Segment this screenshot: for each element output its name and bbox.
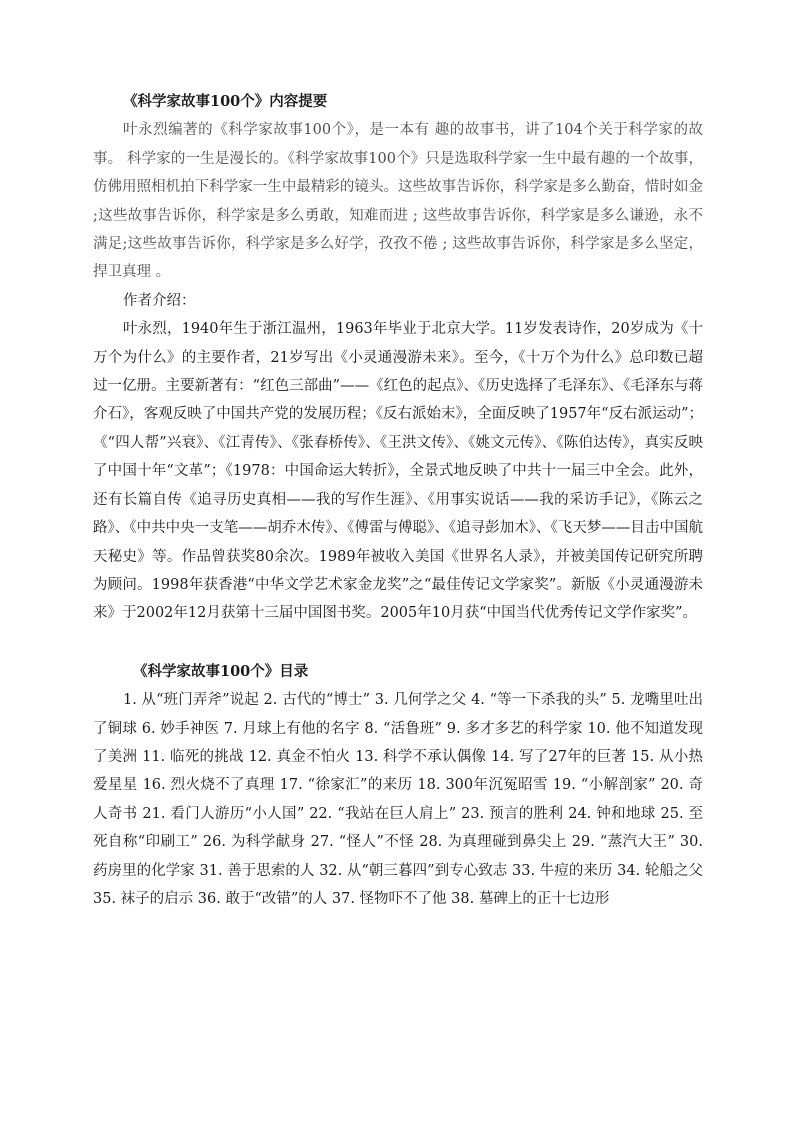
document-page <box>93 88 703 913</box>
author-paragraph: 叶永烈，1940年生于浙江温州，1963年毕业于北京大学。11岁发表诗作，20岁成为《十万个为什么》的主要作者，21岁写出《小灵通漫游未来》。至今，《十万个为什么》总印数已超过一亿册。主要新著有：“红色三部曲”——《红色的起点》、《历史选择了毛泽东》、《毛泽东与蒋介石》，客观反映了中国共产党的发展历程；《反右派始末》，全面反映了1957年“反右派运动”；《“四人帮”兴衰》、《江青传》、《张春桥传》、《王洪文传》、《姚文元传》、《陈伯达传》，真实反映了中国十年“文革”；《1978：中国命运大转折》，全景式地反映了中共十一届三中全会。此外，还有长篇自传《追寻历史真相——我的写作生涯》、《用事实说话——我的采访手记》，《陈云之路》、《中共中央一支笔——胡乔木传》、《傅雷与傅聪》、《追寻彭加木》、《飞天梦——目击中国航天秘史》等。作品曾获奖80余次。1989年被收入美国《世界名人录》，并被美国传记研究所聘为顾问。1998年获香港“中华文学艺术家金龙奖”之“最佳传记文学家奖”。新版《小灵通漫游未来》于2002年12月获第十三届中国图书奖。2005年10月获“中国当代优秀传记文学作家奖”。 <box>93 321 703 622</box>
summary-paragraph: 叶永烈编著的《科学家故事100个》，是一本有 趣的故事书，讲了104个关于科学家的故事。 科学家的一生是漫长的。《科学家故事100个》只是选取科学家一生中最有趣的一个故事，仿佛用照相机拍下科学家一生中最精彩的镜头。这些故事告诉你，科学家是多么勤奋，惜时如金 ;这些故事告诉你，科学家是多么勇敢，知难而进 ; 这些故事告诉你，科学家是多么谦逊，永不满足;这些故事告诉你，科学家是多么好学，孜孜不倦 ; 这些故事告诉你，科学家是多么坚定，捍卫真理 。 <box>93 122 703 281</box>
section-spacer <box>93 628 703 658</box>
summary-heading: 《科学家故事100个》内容提要 <box>123 93 328 110</box>
toc-list: 1. 从“班门弄斧”说起 2. 古代的“博士” 3. 几何学之父 4. “等一下杀我的头” 5. 龙嘴里吐出了铜球 6. 妙手神医 7. 月球上有他的名字 8. “活鲁班” 9. 多才多艺的科学家 10. 他不知道发现了美洲 11. 临死的挑战 12. 真金不怕火 13. 科学不承认偶像 14. 写了27年的巨著 15. 从小热爱星星 16. 烈火烧不了真理 17. “徐家汇”的来历 18. 300年沉冤昭雪 19. “小解剖家” 20. 奇人奇书 21. 看门人游历“小人国” 22. “我站在巨人肩上” 23. 预言的胜利 24. 钟和地球 25. 至死自称“印刷工” 26. 为科学献身 27. “怪人”不怪 28. 为真理碰到鼻尖上 29. “蒸汽大王” 30. 药房里的化学家 31. 善于思索的人 32. 从“朝三暮四”到专心致志 33. 牛痘的来历 34. 轮船之父 35. 袜子的启示 36. 敢于“改错”的人 37. 怪物吓不了他 38. 墓碑上的正十七边形 <box>93 692 703 907</box>
author-label: 作者介绍： <box>123 292 196 309</box>
toc-heading: 《科学家故事100个》目录 <box>133 662 309 680</box>
